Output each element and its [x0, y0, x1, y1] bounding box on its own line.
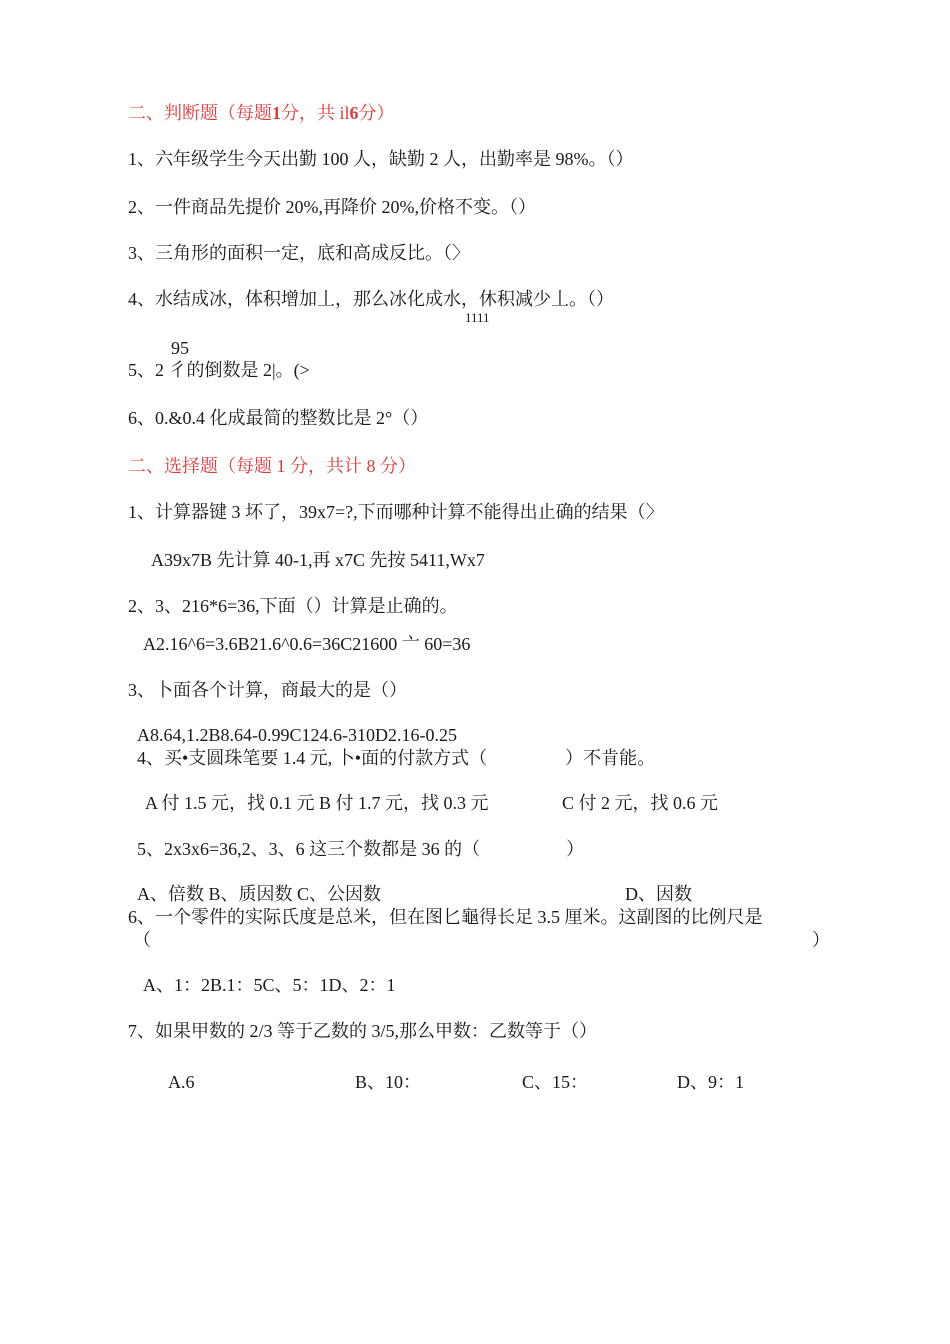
choice-question-6: 6、一个零件的实际氏度是总米，但在图匕龜得长足 3.5 厘米。这副图的比例尺是 — [128, 907, 763, 927]
choice-question-7: 7、如果甲数的 2/3 等于乙数的 3/5,那么甲数：乙数等于（） — [128, 1021, 597, 1041]
option-d: D、9：1 — [677, 1072, 744, 1091]
option-b: B、10： — [355, 1072, 422, 1091]
choice-options-5-abc: A、倍数 B、质因数 C、公因数 — [137, 884, 382, 904]
option-c: C、15： — [522, 1072, 589, 1091]
choice-options-2: A2.16^6=3.6B21.6^0.6=36C21600 亠 60=36 — [143, 634, 471, 654]
judgement-item-3: 3、三角形的面积一定，底和高成反比。（〉 — [128, 243, 470, 263]
judgement-item-6: 6、0.&0.4 化成最简的整数比是 2°（） — [128, 408, 429, 428]
heading-text: 分） — [358, 103, 395, 123]
choice-options-1: A39x7B 先计算 40-1,再 x7C 先按 5411,Wx7 — [151, 550, 485, 570]
heading-number: 1 — [272, 103, 281, 123]
choice-options-4-ab: A 付 1.5 元，找 0.1 元 B 付 1.7 元，找 0.3 元 — [145, 793, 489, 813]
answer-paren-left: （ — [133, 930, 151, 950]
section-choice-heading: 二、选择题（每题 1 分，共计 8 分） — [128, 456, 416, 476]
option-a: A.6 — [168, 1072, 195, 1091]
judgement-item-4: 4、水结成冰，体积增加丄，那么冰化成水，休积减少丄。（） — [128, 289, 614, 309]
choice-question-2: 2、3、216*6=36,下面（）计算是止确的。 — [128, 596, 458, 616]
choice-options-5-d: D、因数 — [625, 884, 692, 904]
choice-question-3: 3、卜面各个计算，商最大的是（） — [128, 680, 407, 700]
fraction-denominators: 95 — [171, 338, 189, 358]
judgement-item-1: 1、六年级学生今天出勤 100 人，缺勤 2 人，出勤率是 98%。（） — [128, 149, 634, 169]
choice-options-6: A、1：2B.1：5C、5：1D、2：1 — [143, 975, 396, 995]
heading-text: 二、判断题（每题 — [128, 103, 272, 123]
choice-question-4 — [137, 747, 655, 769]
choice-question-5 — [137, 838, 584, 860]
question-text: 5、2x3x6=36,2、3、6 这三个数都是 36 的（ — [137, 839, 481, 859]
judgement-item-2: 2、一件商品先提价 20%,再降价 20%,价格不变。（） — [128, 197, 536, 217]
fraction-digits: 1111 — [465, 310, 490, 325]
heading-number: 6 — [349, 103, 359, 123]
choice-options-7 — [0, 1071, 950, 1091]
question-text: 4、买•支圆珠笔要 1.4 元, 卜•面的付款方式（ — [137, 748, 488, 768]
choice-options-3: A8.64,1.2B8.64-0.99C124.6-310D2.16-0.25 — [137, 725, 457, 745]
heading-text: 分，共 il — [281, 103, 350, 123]
answer-paren-right: ） — [812, 930, 830, 950]
question-text: ） — [566, 839, 585, 859]
judgement-item-5: 5、2 彳的倒数是 2|。(> — [128, 360, 310, 380]
choice-question-1: 1、计算器键 3 坏了，39x7=?,下而哪种计算不能得出止确的结果（〉 — [128, 502, 664, 522]
section-judgement-heading — [128, 102, 395, 124]
choice-options-4-c: C 付 2 元，找 0.6 元 — [562, 793, 719, 813]
question-text: ）不肯能。 — [565, 748, 656, 768]
